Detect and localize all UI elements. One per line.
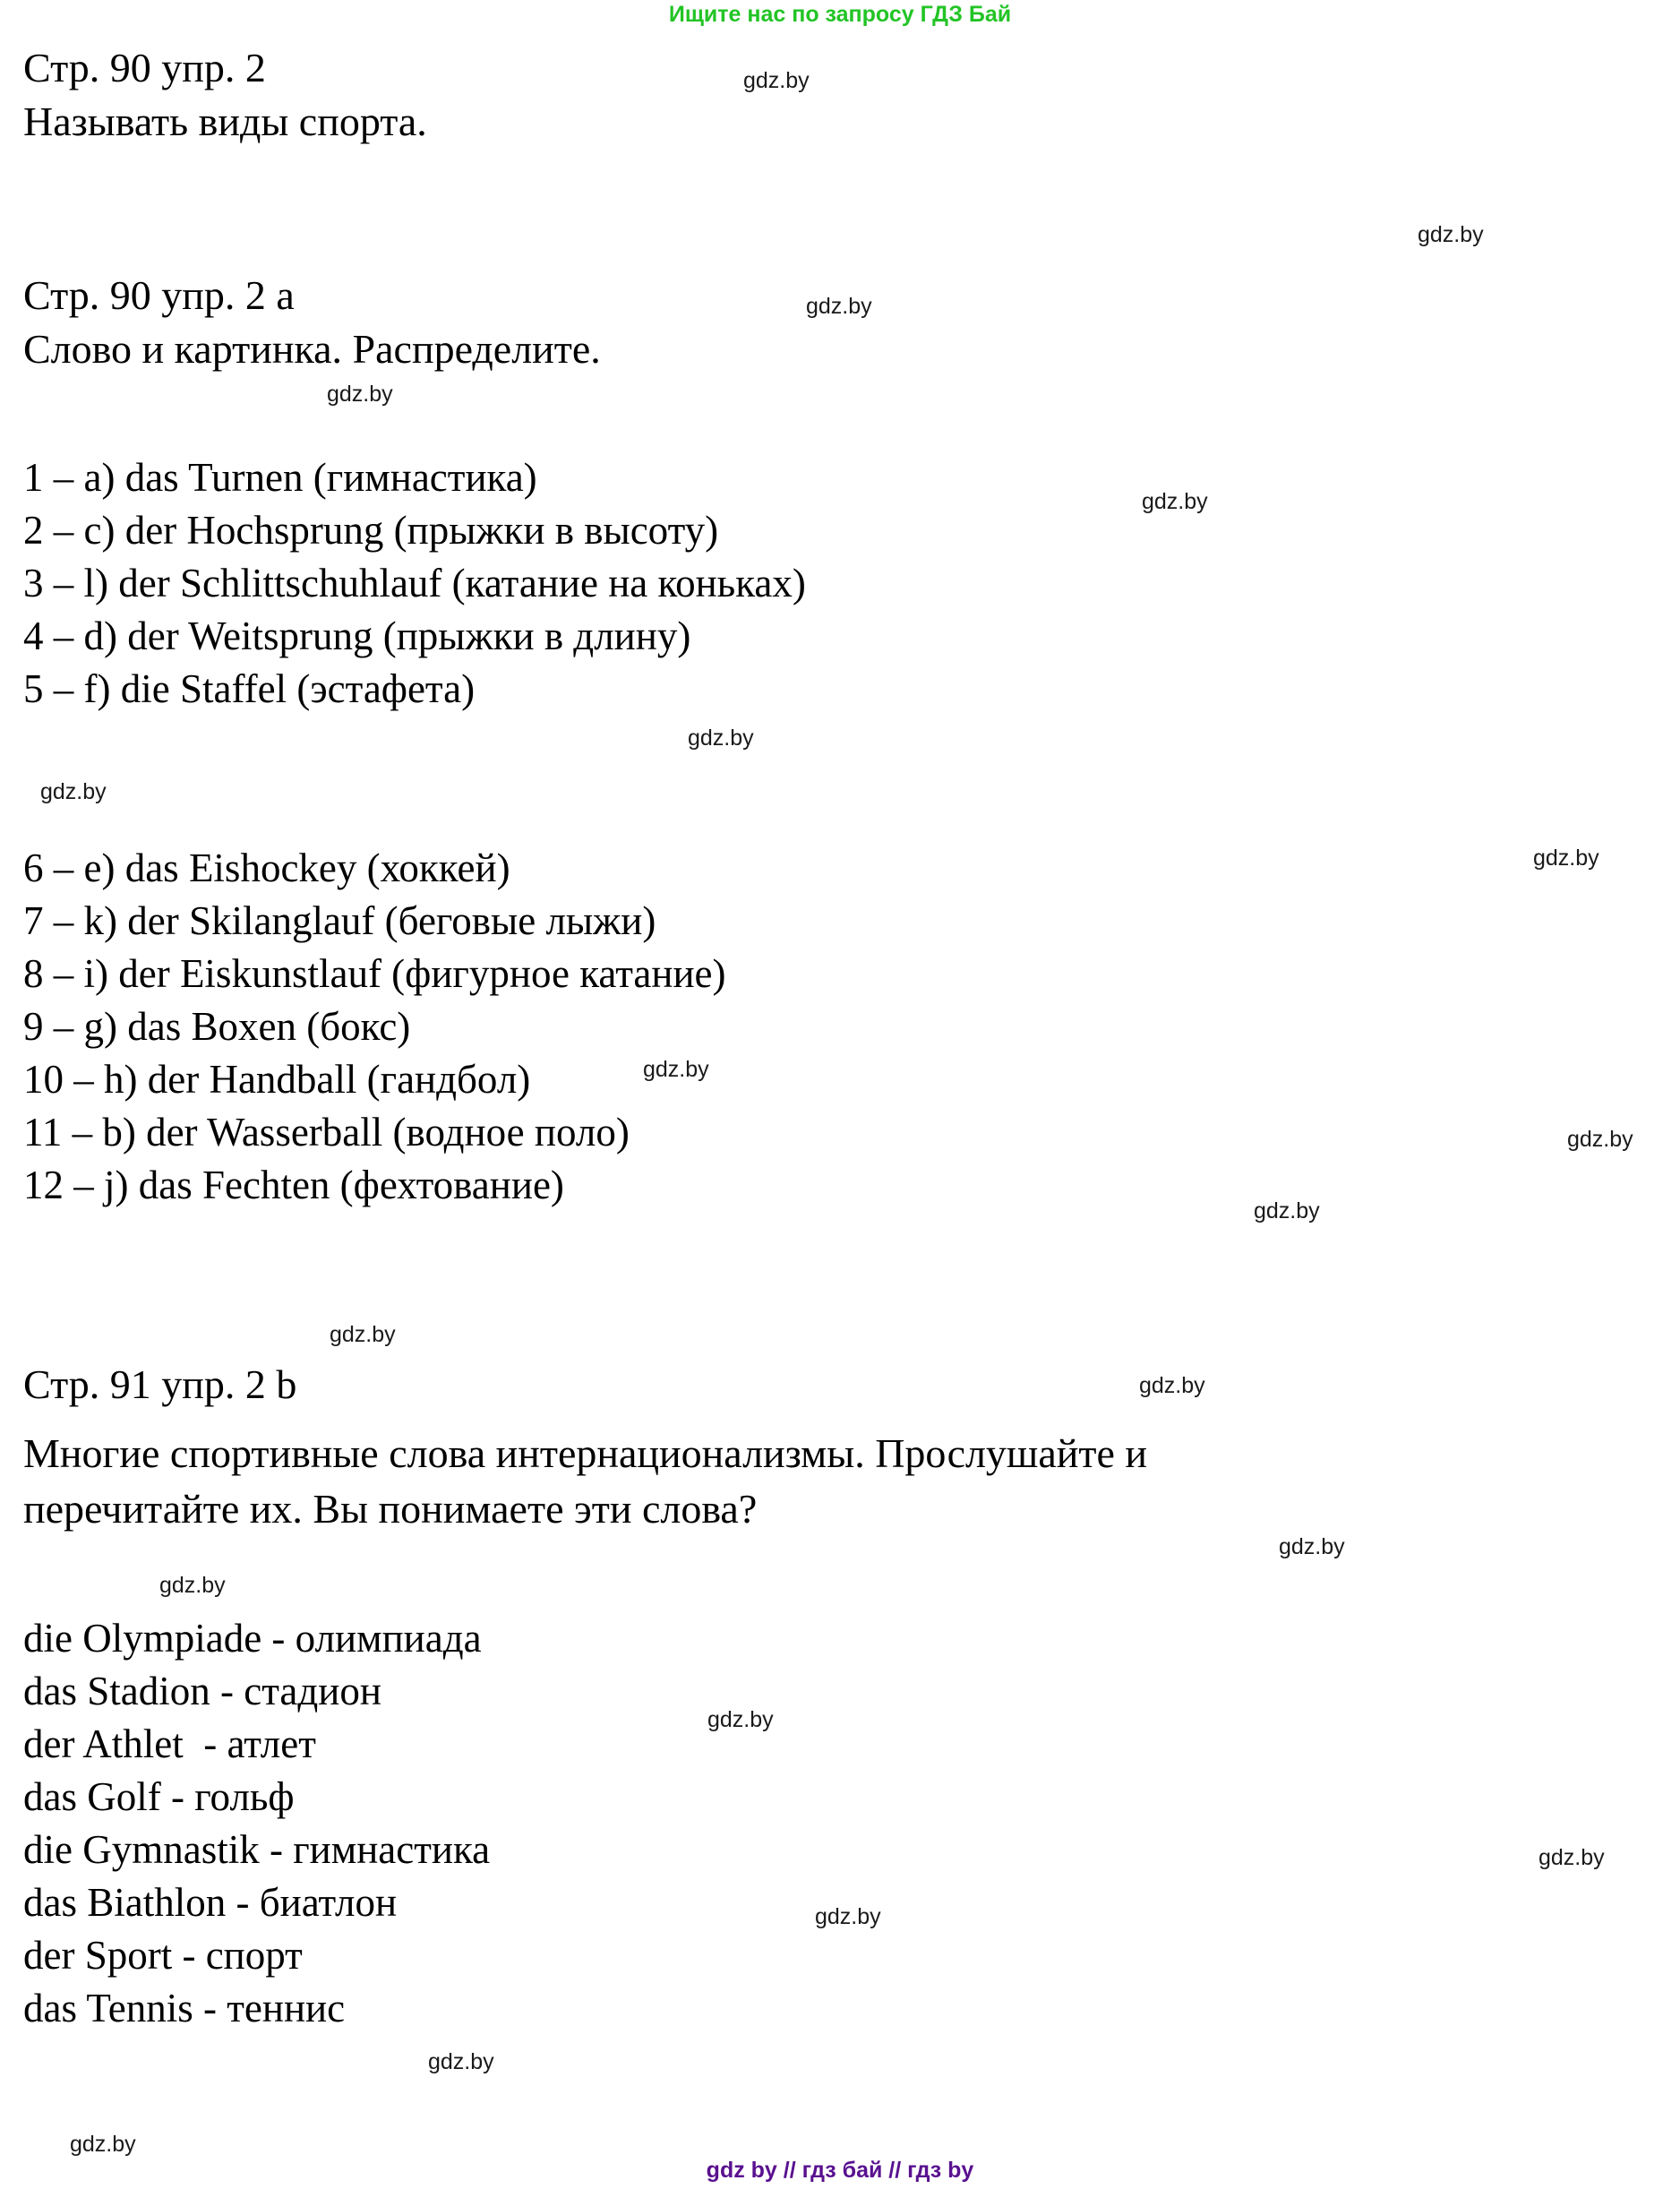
answer-list-item: 9 – g) das Boxen (бокс) xyxy=(23,1004,411,1049)
watermark: gdz.by xyxy=(1533,846,1599,871)
section-1-subheading: Называть виды спорта. xyxy=(23,99,427,144)
watermark: gdz.by xyxy=(688,725,754,751)
section-2-heading: Стр. 90 упр. 2 a xyxy=(23,272,295,318)
vocabulary-item: die Gymnastik - гимнастика xyxy=(23,1827,491,1872)
watermark: gdz.by xyxy=(1539,1845,1605,1870)
watermark: gdz.by xyxy=(707,1707,774,1732)
section-1-heading: Стр. 90 упр. 2 xyxy=(23,45,266,90)
vocabulary-item: der Sport - спорт xyxy=(23,1933,303,1978)
answer-list-group-1 xyxy=(23,451,806,716)
section-1 xyxy=(23,41,427,149)
watermark: gdz.by xyxy=(327,382,393,407)
answer-list-item: 3 – l) der Schlittschuhlauf (катание на коньках) xyxy=(23,561,806,605)
section-2-subheading: Слово и картинка. Распределите. xyxy=(23,326,601,372)
watermark: gdz.by xyxy=(1418,222,1484,247)
promo-banner-bottom: gdz by // гдз бай // гдз by xyxy=(706,2158,974,2183)
watermark: gdz.by xyxy=(330,1322,396,1347)
watermark: gdz.by xyxy=(1279,1534,1345,1559)
vocabulary-item: die Olympiade - олимпиада xyxy=(23,1616,482,1661)
watermark: gdz.by xyxy=(1139,1373,1205,1398)
watermark: gdz.by xyxy=(1254,1198,1320,1223)
promo-banner-top: Ищите нас по запросу ГДЗ Бай xyxy=(668,2,1012,27)
watermark: gdz.by xyxy=(643,1057,709,1082)
answer-list-item: 7 – k) der Skilanglauf (беговые лыжи) xyxy=(23,898,656,943)
watermark: gdz.by xyxy=(428,2049,494,2074)
answer-list-group-2 xyxy=(23,842,726,1212)
watermark: gdz.by xyxy=(70,2132,136,2157)
answer-list-item: 6 – e) das Eishockey (хоккей) xyxy=(23,846,510,890)
answer-list-item: 4 – d) der Weitsprung (прыжки в длину) xyxy=(23,614,691,658)
section-b xyxy=(23,1358,1660,1537)
section-b-heading: Стр. 91 упр. 2 b xyxy=(23,1361,297,1407)
answer-list-item: 12 – j) das Fechten (фехтование) xyxy=(23,1163,564,1207)
watermark: gdz.by xyxy=(159,1573,226,1598)
answer-list-item: 5 – f) die Staffel (эстафета) xyxy=(23,666,476,711)
watermark: gdz.by xyxy=(815,1904,881,1929)
vocabulary-item: das Stadion - стадион xyxy=(23,1669,381,1713)
answer-list-item: 8 – i) der Eiskunstlauf (фигурное катание) xyxy=(23,951,726,996)
vocabulary-list xyxy=(23,1612,490,2035)
section-b-paragraph-line-2: перечитайте их. Вы понимаете эти слова? xyxy=(23,1486,758,1532)
answer-list-item: 2 – c) der Hochsprung (прыжки в высоту) xyxy=(23,508,719,553)
answer-list-item: 10 – h) der Handball (гандбол) xyxy=(23,1057,531,1102)
section-2 xyxy=(23,269,601,376)
answer-list-item: 11 – b) der Wasserball (водное поло) xyxy=(23,1110,630,1155)
watermark: gdz.by xyxy=(806,294,872,319)
vocabulary-item: das Tennis - теннис xyxy=(23,1986,346,2030)
vocabulary-item: das Biathlon - биатлон xyxy=(23,1880,398,1925)
section-b-paragraph-line-1: Многие спортивные слова интернационализмы. Прослушайте и xyxy=(23,1430,1148,1476)
answer-list-item: 1 – a) das Turnen (гимнастика) xyxy=(23,455,537,500)
watermark: gdz.by xyxy=(1142,489,1208,514)
watermark: gdz.by xyxy=(40,779,107,804)
vocabulary-item: das Golf - гольф xyxy=(23,1774,295,1819)
watermark: gdz.by xyxy=(743,68,810,93)
vocabulary-item: der Athlet - атлет xyxy=(23,1721,316,1766)
watermark: gdz.by xyxy=(1567,1127,1633,1152)
